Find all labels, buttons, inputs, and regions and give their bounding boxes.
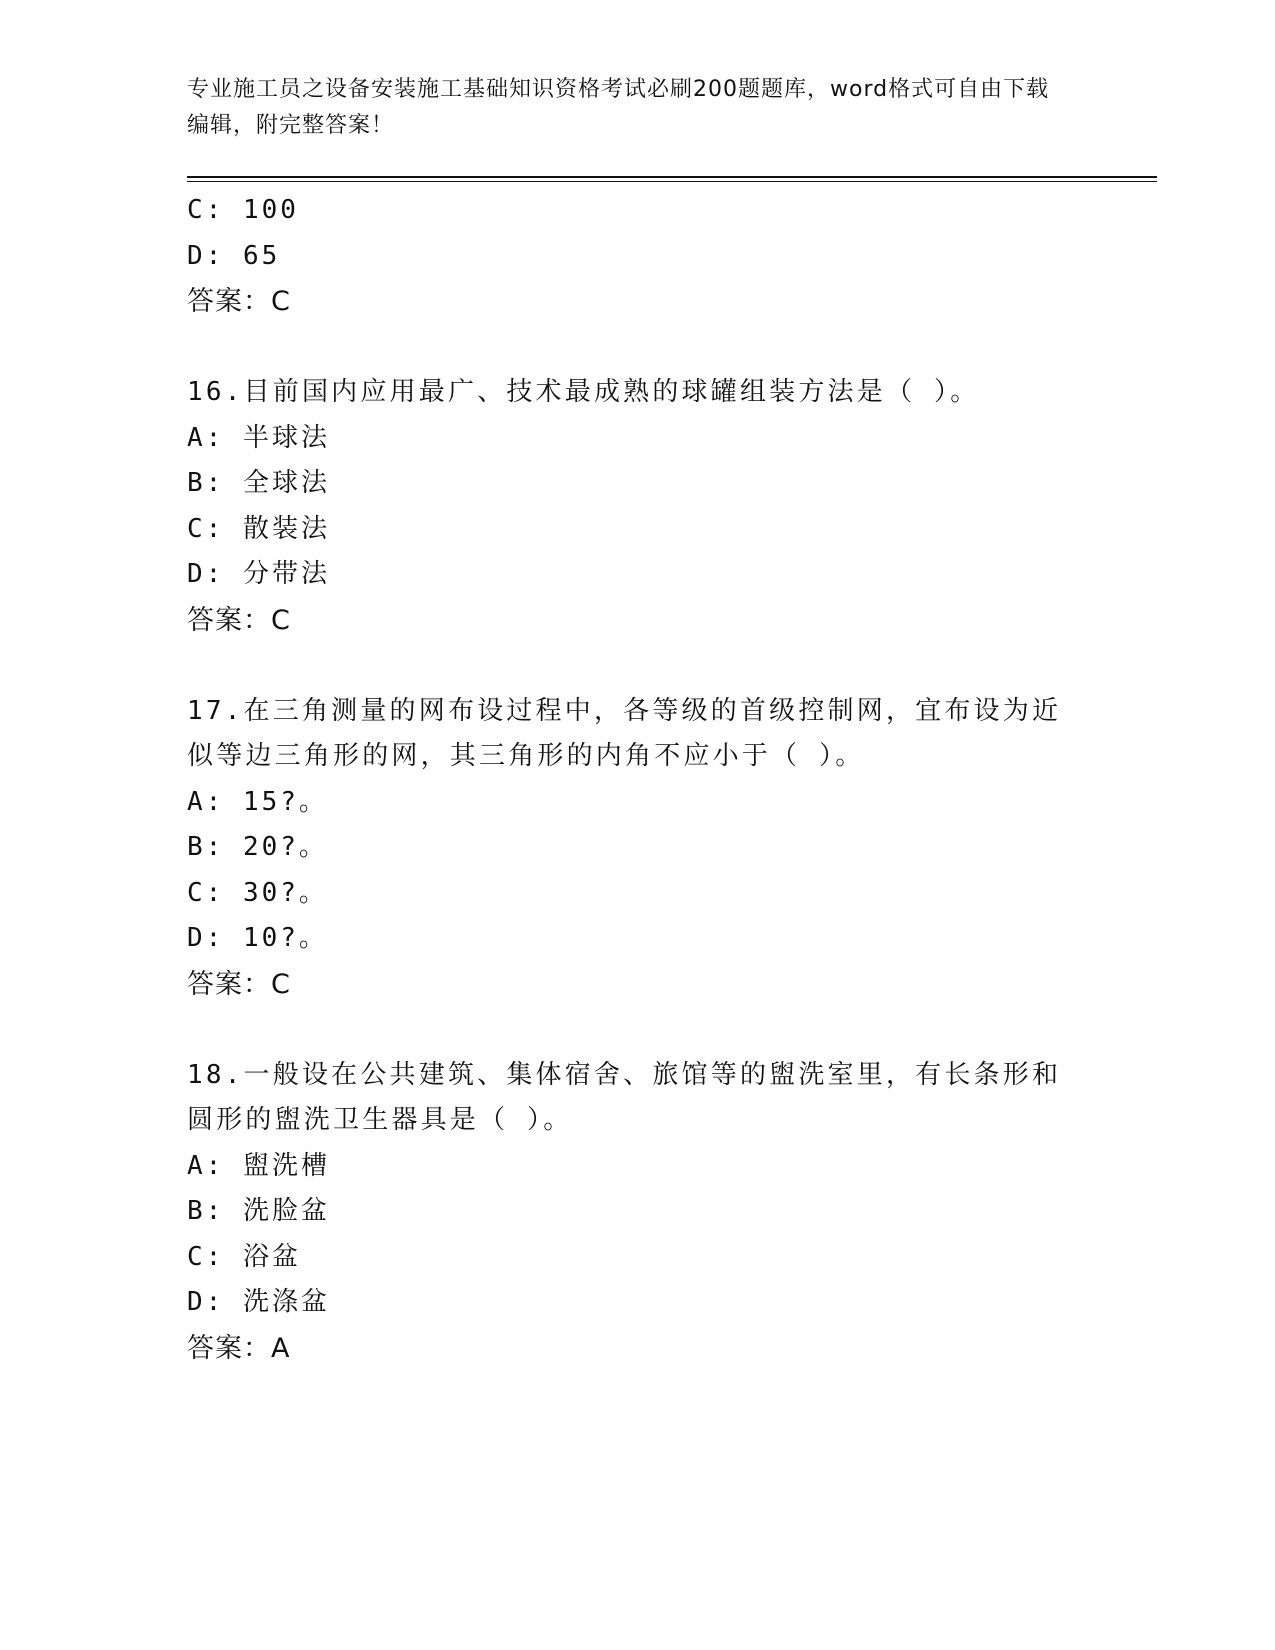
option-d: D: 洗涤盆 xyxy=(187,1287,330,1317)
document-header: 专业施工员之设备安装施工基础知识资格考试必刷200题题库，word格式可自由下载编辑，附完整答案！ xyxy=(187,77,1050,138)
answer: 答案：A xyxy=(187,1332,291,1364)
spacer xyxy=(187,325,1087,371)
header-divider-thick xyxy=(187,176,1157,178)
question-18-stem: 18.一般设在公共建筑、集体宿舍、旅馆等的盥洗室里，有长条形和圆形的盥洗卫生器具是（ ）。 xyxy=(187,1059,1062,1135)
question-17-stem: 17.在三角测量的网布设过程中，各等级的首级控制网，宜布设为近似等边三角形的网，其三角形的内角不应小于（ ）。 xyxy=(187,695,1062,771)
option-d: D: 10?。 xyxy=(187,923,328,953)
option-c: C: 30?。 xyxy=(187,877,328,908)
answer: 答案：C xyxy=(187,286,291,317)
option-b: B: 洗脸盆 xyxy=(187,1196,330,1226)
option-a: A: 盥洗槽 xyxy=(187,1150,330,1181)
question-16-stem: 16.目前国内应用最广、技术最成熟的球罐组装方法是（ ）。 xyxy=(187,377,980,407)
question-list xyxy=(187,188,1087,1371)
option-c: C: 100 xyxy=(187,195,299,225)
header-divider-thin xyxy=(187,181,1157,182)
answer: 答案：C xyxy=(187,968,291,1000)
spacer xyxy=(187,643,1087,689)
option-a: A: 半球法 xyxy=(187,422,330,453)
option-b: B: 全球法 xyxy=(187,468,330,498)
option-b: B: 20?。 xyxy=(187,832,328,862)
spacer xyxy=(187,1007,1087,1053)
option-d: D: 65 xyxy=(187,240,281,271)
answer: 答案：C xyxy=(187,604,291,636)
option-c: C: 散装法 xyxy=(187,513,330,544)
option-d: D: 分带法 xyxy=(187,559,330,589)
option-a: A: 15?。 xyxy=(187,786,328,817)
option-c: C: 浴盆 xyxy=(187,1241,301,1272)
